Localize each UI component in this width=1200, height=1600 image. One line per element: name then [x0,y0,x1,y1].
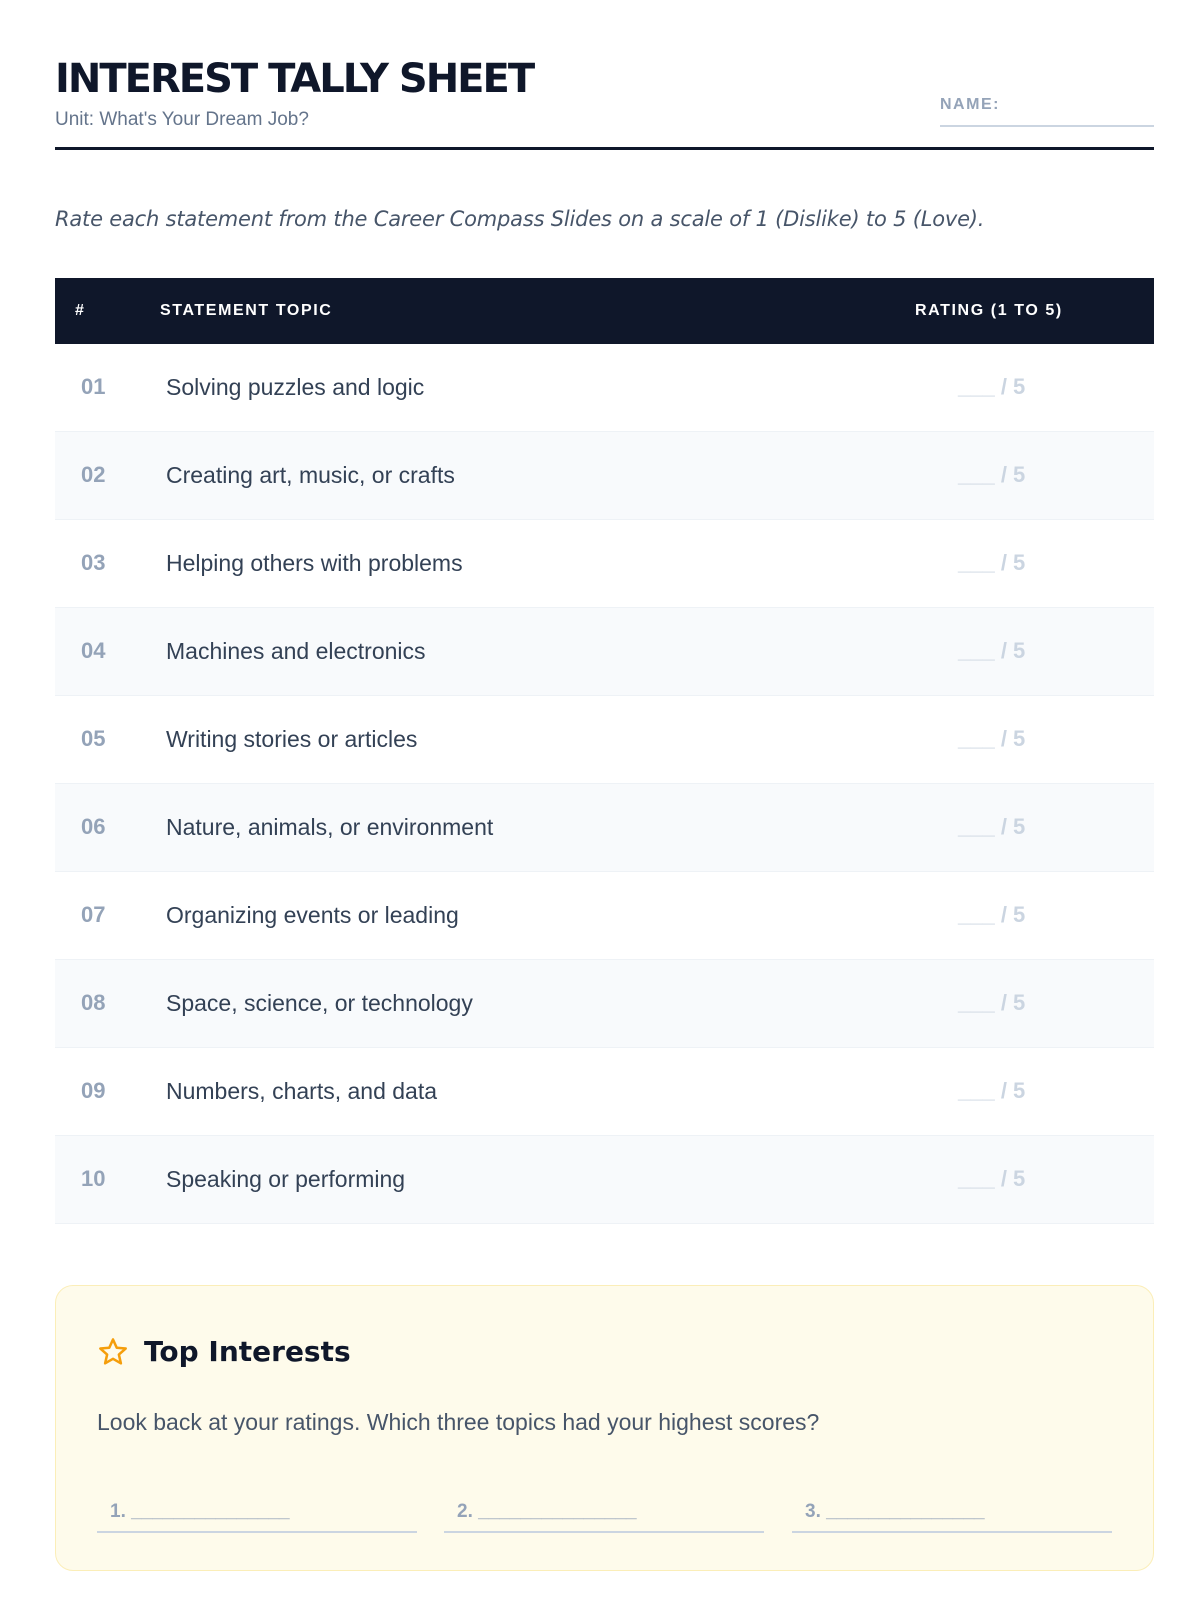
table-row [55,344,1154,432]
row-topic: Creating art, music, or crafts [166,462,455,488]
rating-blank[interactable]: ___ / 5 [958,638,1026,663]
top-interests-title: Top Interests [144,1335,351,1368]
answer-field-3[interactable] [792,1499,1112,1533]
row-number: 01 [81,374,106,399]
answer-label-3: 3. _______________ [805,1501,985,1522]
row-number: 09 [81,1078,106,1103]
row-topic: Space, science, or technology [166,990,473,1016]
row-topic: Numbers, charts, and data [166,1078,438,1104]
top-interests-prompt: Look back at your ratings. Which three topics had your highest scores? [97,1409,820,1435]
row-number: 07 [81,902,106,927]
table-header [55,278,1154,344]
table-row [55,432,1154,520]
table-row [55,608,1154,696]
name-field[interactable] [940,96,1154,127]
worksheet-page [55,0,1154,1522]
header-rating: RATING (1 TO 5) [915,302,1063,319]
answer-label-2: 2. _______________ [457,1501,637,1522]
row-topic: Nature, animals, or environment [166,814,494,840]
answer-label-1: 1. _______________ [110,1501,290,1522]
rating-blank[interactable]: ___ / 5 [958,550,1026,575]
row-number: 02 [81,462,106,487]
row-topic: Speaking or performing [166,1166,406,1192]
table-row [55,872,1154,960]
row-number: 05 [81,726,106,751]
row-number: 10 [81,1166,106,1191]
rating-blank[interactable]: ___ / 5 [958,990,1026,1015]
rating-blank[interactable]: ___ / 5 [958,374,1026,399]
rating-blank[interactable]: ___ / 5 [958,814,1026,839]
table-row [55,1048,1154,1136]
rating-blank[interactable]: ___ / 5 [958,462,1026,487]
answer-field-1[interactable] [97,1499,417,1533]
table-row [55,696,1154,784]
row-number: 06 [81,814,106,839]
row-topic: Solving puzzles and logic [166,374,425,400]
star-icon [97,1336,129,1368]
rating-table [55,278,1154,1224]
row-number: 04 [81,638,106,663]
page-title: INTEREST TALLY SHEET [55,56,534,102]
row-number: 08 [81,990,106,1015]
rating-blank[interactable]: ___ / 5 [958,902,1026,927]
header-number: # [75,302,86,319]
unit-subtitle: Unit: What's Your Dream Job? [55,109,309,130]
rating-blank[interactable]: ___ / 5 [958,1078,1026,1103]
row-topic: Writing stories or articles [166,726,418,752]
name-label: NAME: [940,96,1000,113]
row-topic: Machines and electronics [166,638,426,664]
worksheet-header [55,0,1154,150]
table-row [55,520,1154,608]
top-interests-box [55,1285,1154,1571]
instructions-text: Rate each statement from the Career Compass Slides on a scale of 1 (Dislike) to 5 (Love). [55,207,985,231]
row-topic: Organizing events or leading [166,902,459,928]
row-topic: Helping others with problems [166,550,463,576]
rating-blank[interactable]: ___ / 5 [958,726,1026,751]
rating-blank[interactable]: ___ / 5 [958,1166,1026,1191]
table-row [55,960,1154,1048]
row-number: 03 [81,550,106,575]
table-row [55,1136,1154,1224]
table-row [55,784,1154,872]
answer-field-2[interactable] [444,1499,764,1533]
header-topic: STATEMENT TOPIC [160,302,333,319]
